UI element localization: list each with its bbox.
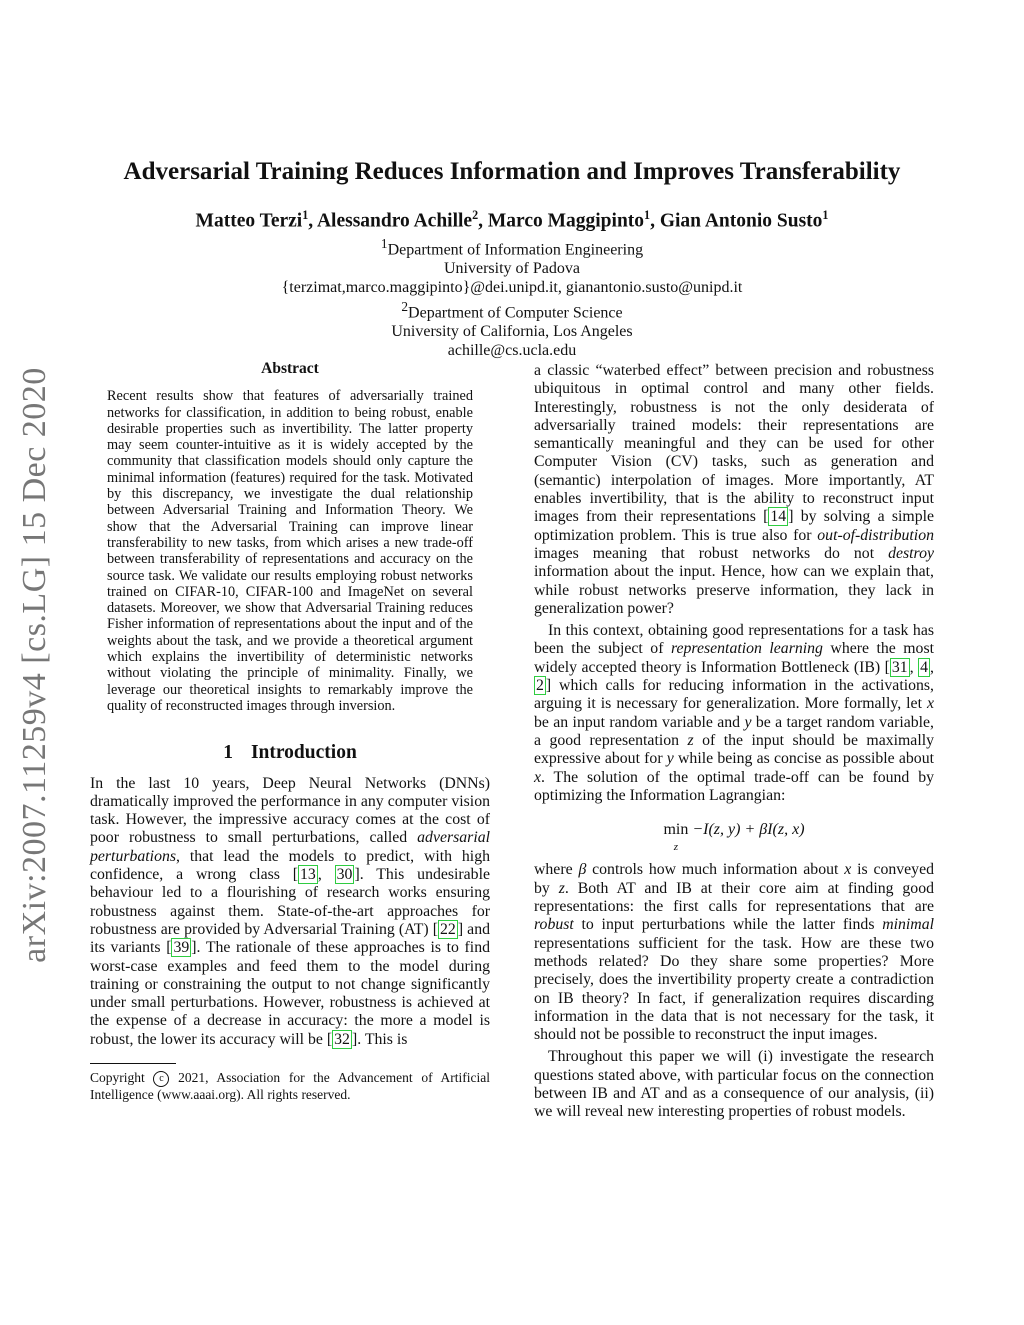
- copyright-icon: c: [153, 1071, 169, 1087]
- affiliations: [100, 235, 924, 360]
- author-name: Matteo Terzi: [195, 210, 303, 232]
- right-paragraph-4: Throughout this paper we will (i) investigate the research questions stated above, with particular focus on the connection between IB and AT and as a consequence of our analysis, (ii) we will reveal new interesting properties of robust models.: [534, 1048, 934, 1121]
- author-name: Marco Maggipinto: [487, 210, 645, 232]
- affiliation-1-univ: University of Padova: [444, 260, 580, 278]
- emphasis-term: destroy: [888, 544, 934, 562]
- abstract-text: Recent results show that features of adversarially trained networks for classification, in addition to being robust, enable desirable properties such as invertibility. The latter property may seem counter-intuitive as it is widely accepted by the community that classification models should only capture the minimal information (features) required for the task. Motivated by this discrepancy, we investigate the dual relationship between Adversarial Training and Information Theory. We show that the Adversarial Training can improve linear transferability to new tasks, from which arises a new trade-off between transferability of representations and accuracy on the source task. We validate our results employing robust networks trained on CIFAR-10, CIFAR-100 and ImageNet on several datasets. Moreover, we show that Adversarial Training reduces Fisher information of representations about the input and of the weights about the task, and we provide a theoretical argument which explains the invertibility of deterministic networks without violating the principle of minimality. Finally, we leverage our theoretical insights to remarkably improve the quality of reconstructed images through inversion.: [107, 388, 473, 714]
- math-variable: y: [666, 750, 674, 768]
- affiliation-2-email: achille@cs.ucla.edu: [447, 341, 577, 359]
- arxiv-sidebar-stamp: [0, 355, 70, 975]
- author-affiliation-mark: 1: [822, 208, 829, 222]
- copyright-footnote: Copyright c 2021, Association for the Advancement of Artificial Intelligence (www.aaai.org). All rights reserved.: [90, 1069, 490, 1102]
- author-list: Matteo Terzi$^1$, Alessandro Achille$^2$, Marco Maggipinto$^1$, Gian Antonio Susto$^1$: [195, 208, 829, 232]
- affiliation-1-emails: {terzimat,marco.maggipinto}@dei.unipd.it, gianantonio.susto@unipd.it: [281, 278, 743, 296]
- abstract-heading: Abstract: [261, 360, 319, 377]
- citation-link[interactable]: 32: [334, 1030, 350, 1048]
- math-variable: z: [558, 879, 565, 897]
- equation-body: −I(z, y) + βI(z, x): [688, 821, 805, 839]
- affiliation-2-dept: $^2$Department of Computer Science: [401, 298, 623, 322]
- math-variable: y: [744, 713, 752, 731]
- author-name: Gian Antonio Susto: [659, 210, 823, 232]
- right-paragraph-1: a classic “waterbed effect” between precision and robustness ubiquitous in optimal control and many other fields. Interestingly, robustness is not the only desiderata of adversarially trained models: their representations are semantically meaningful and they can be used for other Computer Vision (CV) tasks, such as generation and (semantic) interpolation of images. More importantly, AT enables invertibility, that is the ability to reconstruct input images from their representations [ 14 ] by solving a simple optimization problem. This is true also for out-of-distribution images meaning that robust networks do not destroy information about the input. Hence, how can we explain that, while robust networks preserve information, they lack in generalization power?: [534, 362, 934, 617]
- intro-paragraph-1: In the last 10 years, Deep Neural Networks (DNNs) dramatically improved the performance in any computer vision task. However, the impressive accuracy comes at the cost of poor robustness to small perturbations, called adversarial perturbations, that lead the models to predict, with high confidence, a wrong class [ 13 , 30 ]. This undesirable behaviour led to a flourishing of research works ensuring robustness against them. State-of-the-art approaches for robustness are provided by Adversarial Training (AT) [ 22 ] and its variants [ 39 ]. The rationale of these approaches is to find worst-case examples and feed them to the model during training or constraining the output to not change significantly under small perturbations. However, robustness is achieved at the expense of a decrease in accuracy: the more a model is robust, the lower its accuracy will be [ 32 ]. This is: [90, 774, 490, 1048]
- min-subscript: z: [673, 841, 679, 854]
- citation-link[interactable]: 22: [440, 920, 456, 938]
- emphasis-term: robust: [534, 916, 574, 934]
- author-affiliation-mark: 1: [302, 208, 309, 222]
- citation-link[interactable]: 2: [536, 677, 544, 695]
- paper-title: Adversarial Training Reduces Information and Improves Transferability: [123, 158, 901, 185]
- citation-link[interactable]: 13: [300, 866, 316, 884]
- emphasis-term: representation learning: [670, 640, 823, 658]
- citation-link[interactable]: 30: [336, 866, 353, 884]
- citation-link[interactable]: 4: [920, 658, 929, 676]
- math-variable: β: [578, 861, 587, 879]
- section-heading-introduction: [90, 744, 490, 762]
- math-variable: x: [926, 695, 934, 713]
- section-title-text: Introduction: [250, 742, 357, 764]
- affiliation-1-dept: $^1$Department of Information Engineering: [380, 236, 644, 259]
- author-affiliation-mark: 2: [472, 208, 479, 222]
- min-operator: min z: [663, 821, 688, 839]
- emphasis-term: minimal: [882, 916, 934, 934]
- right-paragraph-3: where β controls how much information about x is conveyed by z. Both AT and IB at their core aim at finding good representations: the first calls for representations that are robust to input perturbations while the latter finds minimal representations sufficient for the task. How are these two methods related? Do they share some properties? More precisely, does the invertibility property create a contradiction on IB theory? In fact, if generalization requires discarding information in the data that is not necessary for the task, it should not be possible to reconstruct the input images.: [534, 861, 934, 1044]
- affiliation-2-univ: University of California, Los Angeles: [391, 322, 633, 340]
- author-name: Alessandro Achille: [316, 210, 473, 232]
- right-column: [534, 362, 934, 1122]
- math-variable: x: [844, 861, 852, 879]
- information-lagrangian-equation: [534, 821, 934, 854]
- math-variable: x: [534, 768, 542, 786]
- section-number: 1: [223, 742, 233, 764]
- math-variable: z: [687, 731, 694, 749]
- citation-link[interactable]: 39: [173, 939, 190, 957]
- right-paragraph-2: In this context, obtaining good representations for a task has been the subject of representation learning where the most widely accepted theory is Information Bottleneck (IB) [ 31 , 4 , 2 ] which calls for reducing information in the activations, arguing it is necessary for generalization. More formally, let x be an input random variable and y be a target random variable, a good representation z of the input should be maximally expressive about for y while being as concise as possible about x. The solution of the optimal trade-off can be found by optimizing the Information Lagrangian:: [534, 622, 934, 804]
- emphasis-term: out-of-distribution: [817, 526, 934, 544]
- author-affiliation-mark: 1: [644, 208, 651, 222]
- footnote-divider: [90, 1063, 176, 1064]
- left-column: [90, 360, 490, 1103]
- arxiv-identifier: arXiv:2007.11259v4 [cs.LG] 15 Dec 2020: [16, 367, 53, 963]
- citation-link[interactable]: 31: [891, 658, 908, 676]
- emphasis-term: adversarial perturbations: [90, 829, 490, 865]
- citation-link[interactable]: 14: [770, 508, 787, 526]
